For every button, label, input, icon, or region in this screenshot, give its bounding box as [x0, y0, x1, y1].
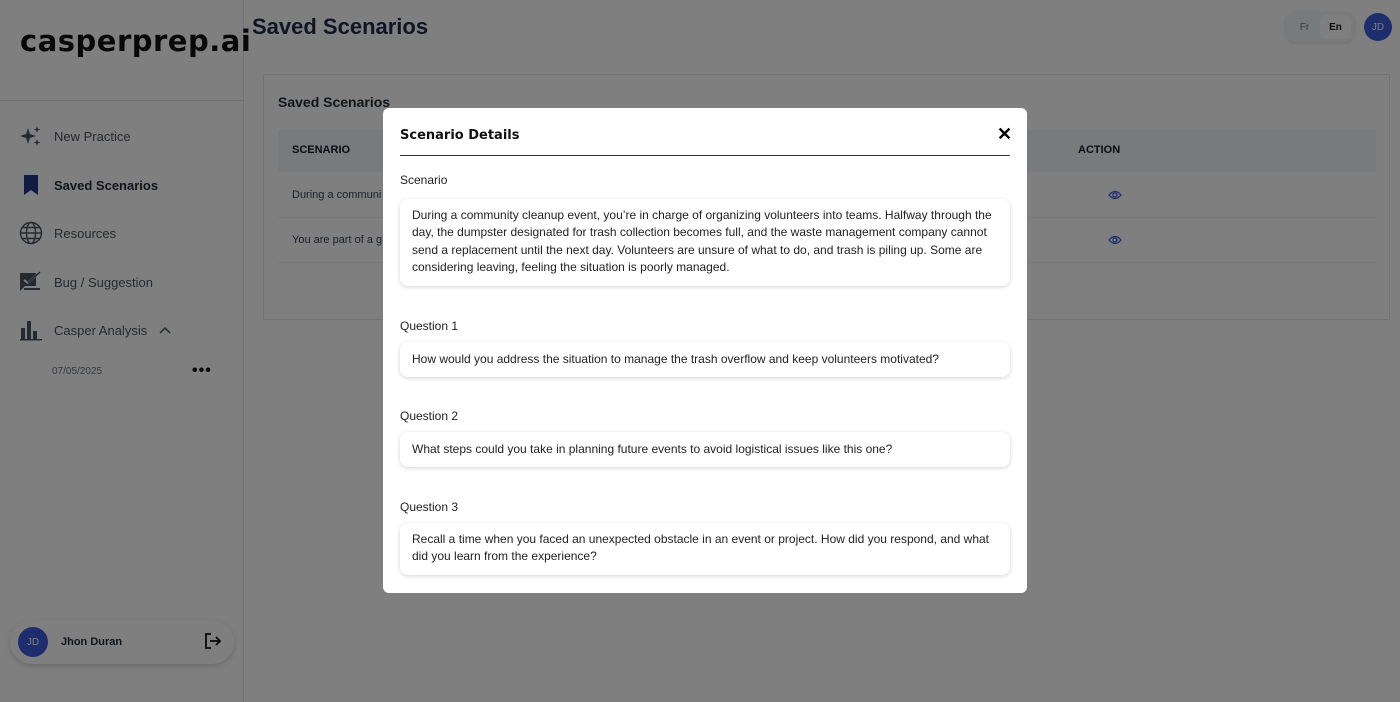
close-icon[interactable]: ✕ [997, 124, 1013, 144]
question-2-box: What steps could you take in planning future events to avoid logistical issues like this one? [400, 432, 1010, 467]
question-1-label: Question 1 [400, 319, 459, 333]
question-3-label: Question 3 [400, 500, 459, 514]
scenario-text-box: During a community cleanup event, you’re in charge of organizing volunteers into teams. Halfway through the day, the dumpster designated for trash collection becomes full, and the waste management company cannot send a replacement until the next day. Volunteers are unsure of what to do, and trash is piling up. Some are considering leaving, feeling the situation is poorly managed. [400, 199, 1010, 286]
question-3-box: Recall a time when you faced an unexpected obstacle in an event or project. How did you respond, and what did you learn from the experience? [400, 523, 1010, 575]
question-2-label: Question 2 [400, 409, 459, 423]
scenario-label: Scenario [400, 173, 448, 187]
modal-divider [400, 155, 1010, 156]
question-1-box: How would you address the situation to manage the trash overflow and keep volunteers motivated? [400, 342, 1010, 377]
scenario-details-modal [383, 108, 1027, 593]
modal-title: Scenario Details [400, 128, 520, 143]
